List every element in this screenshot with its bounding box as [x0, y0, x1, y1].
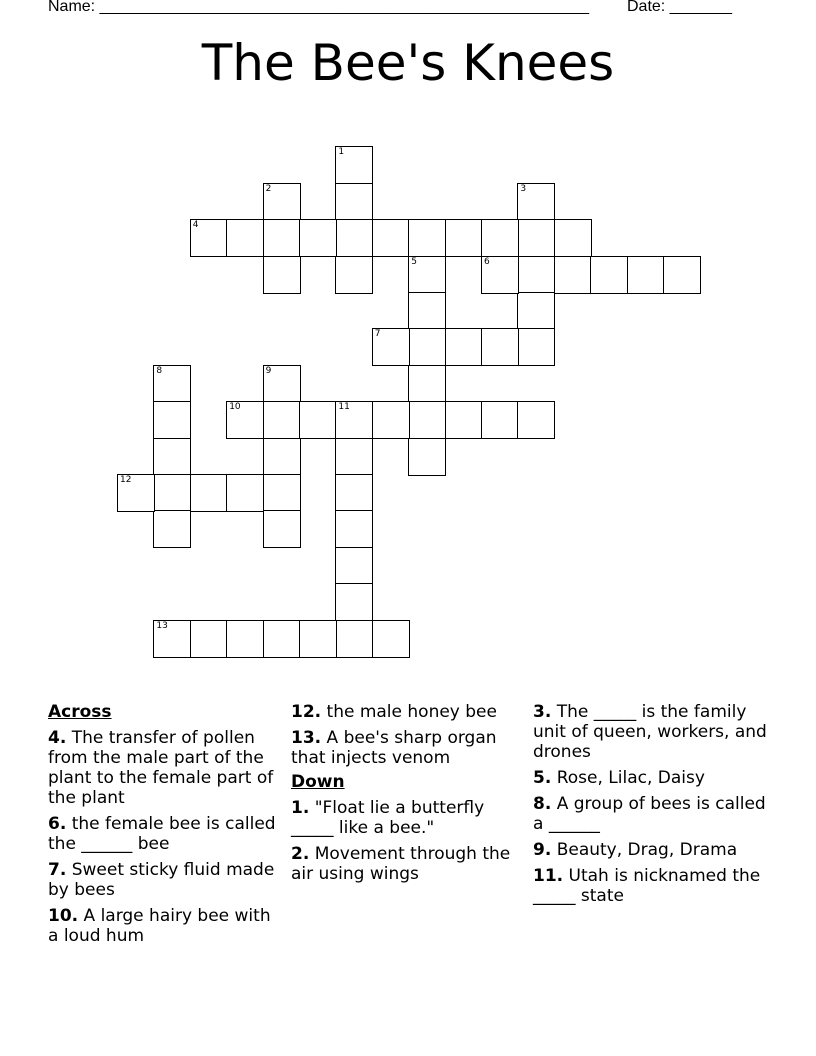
grid-cell[interactable] [263, 510, 301, 548]
grid-cell[interactable] [554, 219, 592, 257]
cell-clue-number: 4 [192, 220, 199, 231]
grid-cell[interactable] [554, 256, 592, 294]
cell-clue-number: 7 [374, 329, 381, 340]
grid-cell[interactable] [481, 256, 519, 294]
grid-cell[interactable] [153, 510, 191, 548]
grid-cell[interactable] [299, 401, 337, 439]
grid-cell[interactable] [153, 438, 191, 476]
clue-down-9 [533, 840, 769, 860]
grid-cell[interactable] [517, 183, 555, 221]
grid-cell[interactable] [335, 547, 373, 585]
grid-cell[interactable] [372, 219, 410, 257]
across-heading: Across [48, 702, 112, 722]
cell-clue-number: 11 [338, 402, 350, 413]
clue-number: 13. [291, 728, 322, 748]
clue-text: A large hairy bee with a loud hum [48, 906, 271, 946]
grid-cell[interactable] [263, 256, 301, 294]
grid-cell[interactable] [335, 510, 373, 548]
grid-cell[interactable] [445, 219, 483, 257]
clue-across-7 [48, 860, 284, 900]
clue-number: 7. [48, 860, 67, 880]
cell-clue-number: 9 [265, 365, 272, 376]
clue-text: Sweet sticky fluid made by bees [48, 860, 275, 900]
date-field-label[interactable]: Date: _______ [627, 0, 732, 15]
cell-clue-number: 12 [120, 475, 132, 485]
cell-clue-number: 1 [338, 147, 345, 158]
grid-cell[interactable] [627, 256, 665, 294]
clue-number: 8. [533, 794, 552, 814]
name-field-label[interactable]: Name: _______________________________________________________ [48, 0, 589, 15]
clue-number: 5. [533, 768, 552, 788]
grid-cell[interactable] [263, 219, 301, 257]
grid-cell[interactable] [117, 474, 155, 512]
cell-clue-number: 2 [265, 183, 272, 194]
grid-cell[interactable] [517, 219, 555, 257]
clue-number: 3. [533, 702, 552, 722]
clue-down-11 [533, 866, 769, 906]
grid-cell[interactable] [408, 401, 446, 439]
clue-text: Movement through the air using wings [291, 844, 511, 884]
clue-text: Utah is nicknamed the _____ state [533, 866, 761, 906]
grid-cell[interactable] [517, 401, 555, 439]
puzzle-title: The Bee's Knees [201, 34, 615, 92]
grid-cell[interactable] [335, 183, 373, 221]
grid-cell[interactable] [299, 219, 337, 257]
grid-cell[interactable] [335, 438, 373, 476]
grid-cell[interactable] [372, 620, 410, 658]
grid-cell[interactable] [408, 292, 446, 330]
grid-cell[interactable] [226, 620, 264, 658]
clue-text: A group of bees is called a ______ [533, 794, 766, 834]
clue-across-13 [291, 728, 527, 768]
clue-number: 6. [48, 814, 67, 834]
grid-cell[interactable] [153, 401, 191, 439]
cell-clue-number: 5 [411, 256, 417, 267]
grid-cell[interactable] [481, 219, 519, 257]
grid-cell[interactable] [372, 401, 410, 439]
clue-text: Beauty, Drag, Drama [556, 840, 738, 860]
cell-clue-number: 13 [156, 620, 168, 631]
clue-down-3 [533, 702, 769, 762]
clue-text: the male honey bee [326, 702, 497, 722]
clue-column-2 [291, 702, 527, 890]
clue-text: A bee's sharp organ that injects venom [291, 728, 497, 768]
grid-cell[interactable] [335, 474, 373, 512]
clue-down-8 [533, 794, 769, 834]
grid-cell[interactable] [408, 365, 446, 403]
grid-cell[interactable] [263, 474, 301, 512]
grid-cell[interactable] [590, 256, 628, 294]
clue-number: 11. [533, 866, 564, 886]
clue-number: 1. [291, 798, 310, 818]
clue-number: 12. [291, 702, 322, 722]
clue-number: 2. [291, 844, 310, 864]
grid-cell[interactable] [263, 365, 301, 403]
clue-text: Rose, Lilac, Daisy [556, 768, 705, 788]
grid-cell[interactable] [153, 365, 191, 403]
cell-clue-number: 3 [520, 183, 527, 194]
clue-text: "Float lie a butterfly _____ like a bee." [291, 798, 485, 838]
grid-cell[interactable] [408, 328, 446, 366]
grid-cell[interactable] [335, 219, 373, 257]
clue-number: 4. [48, 728, 67, 748]
grid-cell[interactable] [481, 401, 519, 439]
grid-cell[interactable] [445, 401, 483, 439]
grid-cell[interactable] [263, 620, 301, 658]
clue-text: the female bee is called the ______ bee [48, 814, 276, 854]
clue-across-12 [291, 702, 527, 722]
grid-cell[interactable] [153, 474, 191, 512]
grid-cell[interactable] [226, 219, 264, 257]
grid-cell[interactable] [445, 328, 483, 366]
grid-cell[interactable] [335, 146, 373, 184]
clue-column-3 [533, 702, 769, 912]
clue-column-1 [48, 702, 284, 952]
grid-cell[interactable] [663, 256, 701, 294]
grid-cell[interactable] [372, 328, 410, 366]
grid-cell[interactable] [263, 401, 301, 439]
grid-cell[interactable] [408, 438, 446, 476]
grid-cell[interactable] [335, 583, 373, 621]
grid-cell[interactable] [226, 474, 264, 512]
grid-cell[interactable] [335, 256, 373, 294]
grid-cell[interactable] [226, 401, 264, 439]
grid-cell[interactable] [517, 256, 555, 294]
grid-cell[interactable] [335, 620, 373, 658]
clue-number: 10. [48, 906, 79, 926]
grid-cell[interactable] [408, 256, 446, 294]
clue-across-10 [48, 906, 284, 946]
clue-down-1 [291, 798, 527, 838]
cell-clue-number: 6 [484, 256, 490, 267]
grid-cell[interactable] [335, 401, 373, 439]
clue-number: 9. [533, 840, 552, 860]
grid-cell[interactable] [190, 474, 228, 512]
clue-down-2 [291, 844, 527, 884]
grid-cell[interactable] [517, 328, 555, 366]
clue-across-4 [48, 728, 284, 808]
clue-down-5 [533, 768, 769, 788]
clue-text: The _____ is the family unit of queen, workers, and drones [533, 702, 767, 762]
grid-cell[interactable] [190, 620, 228, 658]
grid-cell[interactable] [408, 219, 446, 257]
clue-text: The transfer of pollen from the male part of the plant to the female part of the plant [48, 728, 274, 808]
grid-cell[interactable] [153, 620, 191, 658]
cell-clue-number: 8 [156, 365, 163, 376]
grid-cell[interactable] [481, 328, 519, 366]
grid-cell[interactable] [263, 183, 301, 221]
clue-across-6 [48, 814, 284, 854]
grid-cell[interactable] [263, 438, 301, 476]
grid-cell[interactable] [190, 219, 228, 257]
cell-clue-number: 10 [229, 402, 241, 413]
grid-cell[interactable] [517, 292, 555, 330]
down-heading: Down [291, 772, 345, 792]
grid-cell[interactable] [299, 620, 337, 658]
